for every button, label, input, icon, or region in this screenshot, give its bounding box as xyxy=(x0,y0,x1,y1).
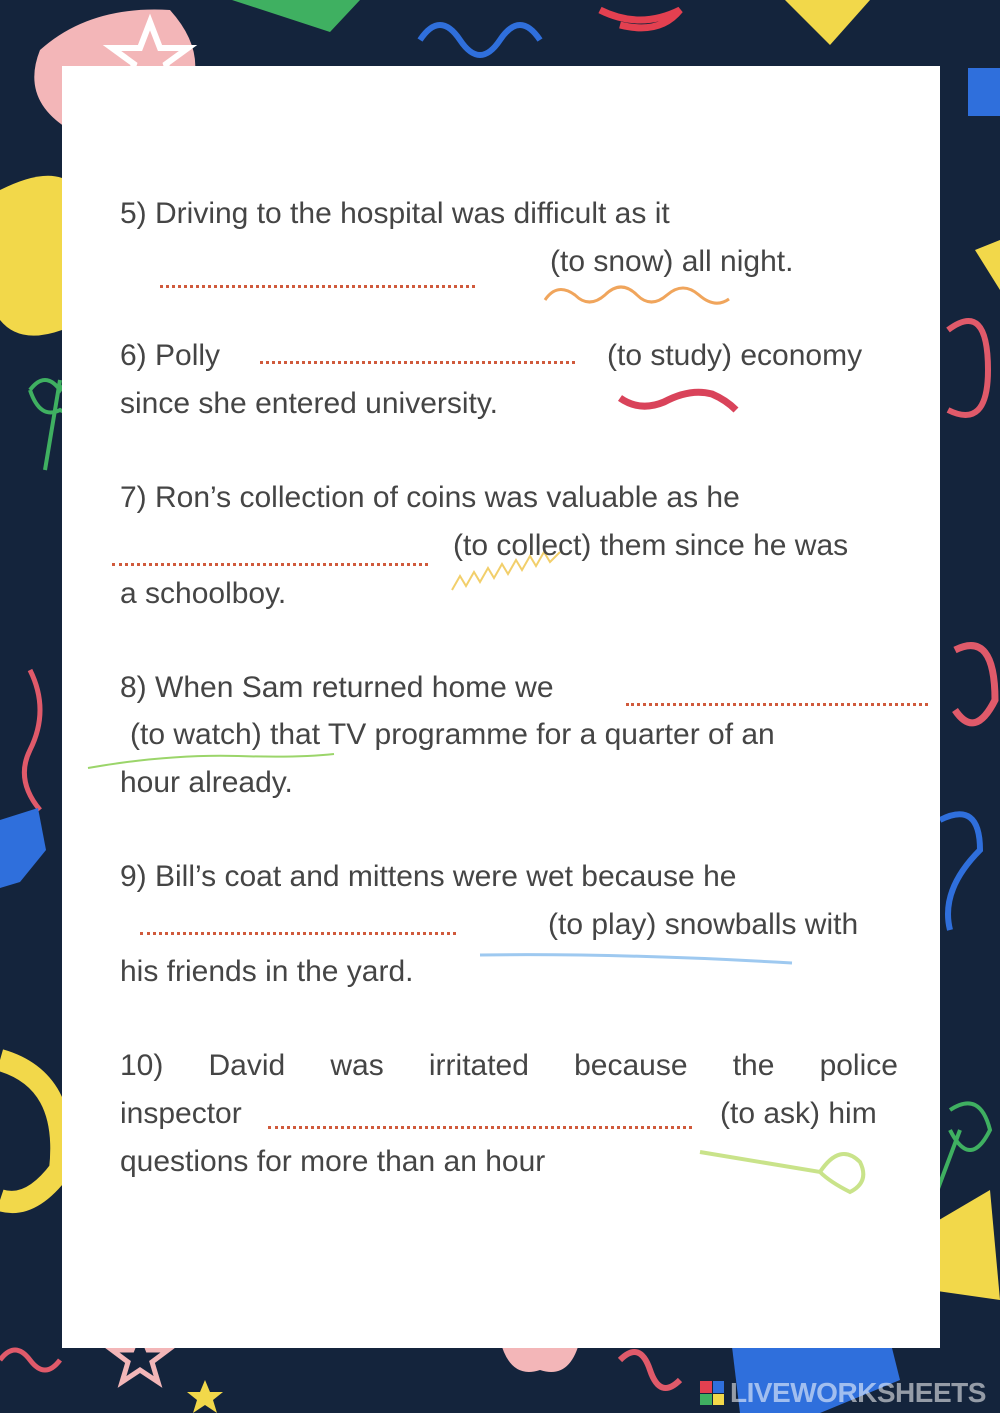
q9-line3: his friends in the yard. xyxy=(120,955,414,988)
q8-line1: 8) When Sam returned home we xyxy=(120,671,554,704)
red-wave-underline xyxy=(620,392,736,410)
green-flower-underline xyxy=(700,1152,863,1192)
q7-line3: a schoolboy. xyxy=(120,577,287,610)
q6-start: 6) Polly xyxy=(120,339,221,372)
q8-line3: hour already. xyxy=(120,766,293,799)
q5-blank xyxy=(160,285,475,288)
q10-word: police xyxy=(819,1049,898,1082)
q8-line2: (to watch) that TV programme for a quarter of an xyxy=(130,718,775,751)
q5-answer-input[interactable] xyxy=(160,250,483,284)
q6-line2: since she entered university. xyxy=(120,387,498,420)
q10-line1 xyxy=(120,1048,898,1084)
q10-word: the xyxy=(732,1049,775,1082)
q9-line1: 9) Bill’s coat and mittens were wet because he xyxy=(120,860,737,893)
liveworksheets-logo-icon xyxy=(700,1381,724,1405)
q7-hint: (to collect) them since he was xyxy=(453,529,849,562)
q10-word: 10) xyxy=(120,1049,164,1082)
q6-answer-input[interactable] xyxy=(260,326,583,360)
blue-line-underline xyxy=(480,955,792,963)
q10-word: irritated xyxy=(428,1049,529,1082)
q10-word: because xyxy=(574,1049,688,1082)
q10-word: was xyxy=(330,1049,384,1082)
q10-hint: (to ask) him xyxy=(720,1097,877,1130)
q9-hint: (to play) snowballs with xyxy=(548,908,859,941)
q5-hint: (to snow) all night. xyxy=(550,245,794,278)
q10-line3: questions for more than an hour xyxy=(120,1145,546,1178)
q7-line1: 7) Ron’s collection of coins was valuable as he xyxy=(120,481,740,514)
q8-blank xyxy=(626,703,928,706)
q6-hint: (to study) economy xyxy=(607,339,863,372)
q10-word: David xyxy=(208,1049,286,1082)
q10-start2: inspector xyxy=(120,1097,242,1130)
q5-line1: 5) Driving to the hospital was difficult as it xyxy=(120,197,670,230)
q10-blank xyxy=(268,1126,692,1129)
watermark-text: LIVEWORKSHEETS xyxy=(730,1377,986,1408)
q9-blank xyxy=(140,932,456,935)
q7-blank xyxy=(112,563,428,566)
q6-blank xyxy=(260,361,575,364)
q8-answer-input[interactable] xyxy=(626,668,936,702)
q7-answer-input[interactable] xyxy=(112,528,436,562)
liveworksheets-watermark xyxy=(700,1376,986,1410)
orange-wave-underline xyxy=(545,287,729,303)
q9-answer-input[interactable] xyxy=(140,897,464,931)
q10-answer-input[interactable] xyxy=(268,1091,700,1125)
